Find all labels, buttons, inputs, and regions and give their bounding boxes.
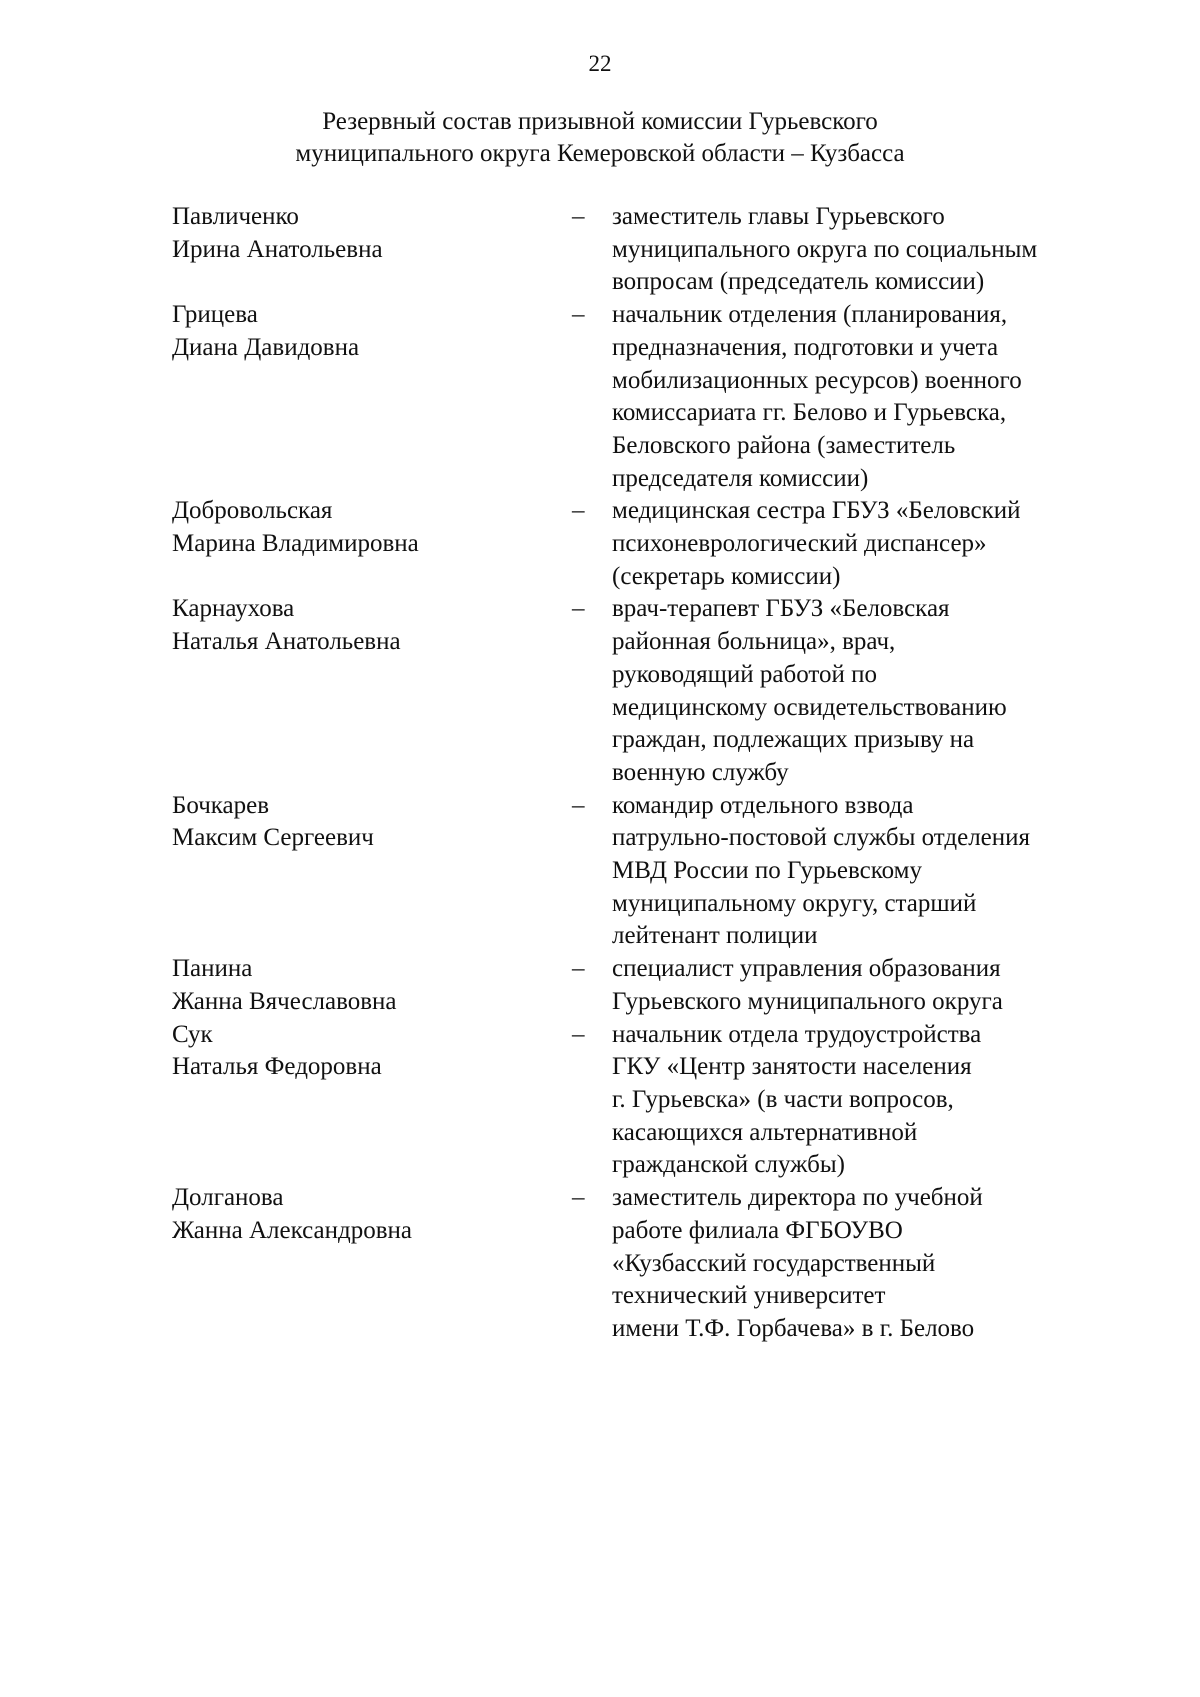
member-position-line: муниципальному округу, старший [612, 889, 977, 917]
member-name [172, 495, 419, 560]
document-title [0, 106, 1200, 170]
member-position [612, 299, 1200, 495]
member-entry [0, 495, 1200, 593]
member-position [612, 201, 1200, 299]
member-surname: Панина [172, 955, 253, 983]
dash-separator: – [572, 1184, 585, 1212]
dash-separator: – [572, 595, 585, 623]
member-position-line: МВД России по Гурьевскому [612, 857, 922, 885]
member-position-line: касающихся альтернативной [612, 1118, 918, 1146]
member-entry [0, 593, 1200, 789]
member-entry [0, 299, 1200, 495]
member-position-line: заместитель директора по учебной [612, 1184, 983, 1212]
member-surname: Добровольская [172, 497, 333, 525]
member-position [612, 593, 1200, 789]
member-surname: Карнаухова [172, 595, 295, 623]
member-name [172, 299, 359, 364]
member-position-line: «Кузбасский государственный [612, 1249, 936, 1277]
member-given-names: Жанна Александровна [172, 1216, 413, 1244]
member-position-line: вопросам (председатель комиссии) [612, 268, 985, 296]
member-position-line: технический университет [612, 1282, 886, 1310]
dash-separator: – [572, 497, 585, 525]
document-title-line-2: муниципального округа Кемеровской области – Кузбасса [295, 140, 905, 167]
member-name [172, 953, 397, 1018]
member-position [612, 790, 1200, 954]
member-position-line: Беловского района (заместитель [612, 431, 956, 459]
dash-separator: – [572, 955, 585, 983]
dash-separator: – [572, 301, 585, 329]
member-position-line: г. Гурьевска» (в части вопросов, [612, 1085, 954, 1113]
member-entry [0, 1182, 1200, 1346]
member-position-line: командир отдельного взвода [612, 791, 914, 819]
members-list [0, 201, 1200, 1346]
member-name [172, 1019, 382, 1084]
member-position-line: военную службу [612, 758, 789, 786]
member-name [172, 593, 401, 658]
member-position-line: лейтенант полиции [612, 922, 818, 950]
member-given-names: Диана Давидовна [172, 333, 360, 361]
member-position-line: работе филиала ФГБОУВО [612, 1216, 903, 1244]
member-position [612, 1019, 1200, 1183]
member-position-line: мобилизационных ресурсов) военного [612, 366, 1022, 394]
member-position [612, 953, 1200, 1018]
member-given-names: Ирина Анатольевна [172, 235, 383, 263]
member-position-line: граждан, подлежащих призыву на [612, 726, 975, 754]
member-name [172, 790, 374, 855]
member-entry [0, 953, 1200, 1018]
member-surname: Долганова [172, 1184, 284, 1212]
member-position [612, 1182, 1200, 1346]
member-position-line: руководящий работой по [612, 660, 878, 688]
member-position-line: комиссариата гг. Белово и Гурьевска, [612, 399, 1007, 427]
member-position-line: начальник отделения (планирования, [612, 301, 1008, 329]
member-position-line: заместитель главы Гурьевского [612, 203, 945, 230]
dash-separator: – [572, 791, 585, 819]
member-position-line: специалист управления образования [612, 955, 1001, 983]
dash-separator: – [572, 203, 585, 230]
member-position-line: муниципального округа по социальным [612, 235, 1038, 263]
member-position-line: врач-терапевт ГБУЗ «Беловская [612, 595, 950, 623]
member-position-line: патрульно-постовой службы отделения [612, 824, 1031, 852]
member-position-line: предназначения, подготовки и учета [612, 333, 999, 361]
member-entry [0, 1019, 1200, 1183]
document-title-line-1: Резервный состав призывной комиссии Гурьевского [322, 108, 878, 135]
member-given-names: Максим Сергеевич [172, 824, 374, 852]
member-name [172, 1182, 412, 1247]
dash-separator: – [572, 1020, 585, 1048]
member-position-line: психоневрологический диспансер» [612, 530, 987, 558]
member-position-line: медицинская сестра ГБУЗ «Беловский [612, 497, 1021, 525]
member-position-line: гражданской службы) [612, 1151, 845, 1179]
member-given-names: Наталья Анатольевна [172, 628, 401, 656]
page-number: 22 [588, 51, 612, 76]
member-surname: Сук [172, 1020, 213, 1048]
member-position-line: Гурьевского муниципального округа [612, 987, 1003, 1015]
member-surname: Грицева [172, 301, 258, 329]
member-position-line: медицинскому освидетельствованию [612, 693, 1007, 721]
member-position-line: председателя комиссии) [612, 464, 869, 492]
member-given-names: Жанна Вячеславовна [172, 987, 397, 1015]
member-surname: Павличенко [172, 203, 299, 230]
member-name [172, 201, 383, 266]
member-given-names: Марина Владимировна [172, 530, 419, 558]
member-given-names: Наталья Федоровна [172, 1053, 382, 1081]
member-entry [0, 790, 1200, 954]
member-position-line: ГКУ «Центр занятости населения [612, 1053, 972, 1081]
member-position [612, 495, 1200, 593]
member-position-line: имени Т.Ф. Горбачева» в г. Белово [612, 1314, 975, 1342]
member-entry [0, 201, 1200, 299]
member-surname: Бочкарев [172, 791, 270, 819]
member-position-line: районная больница», врач, [612, 628, 896, 656]
member-position-line: начальник отдела трудоустройства [612, 1020, 982, 1048]
member-position-line: (секретарь комиссии) [612, 562, 841, 590]
